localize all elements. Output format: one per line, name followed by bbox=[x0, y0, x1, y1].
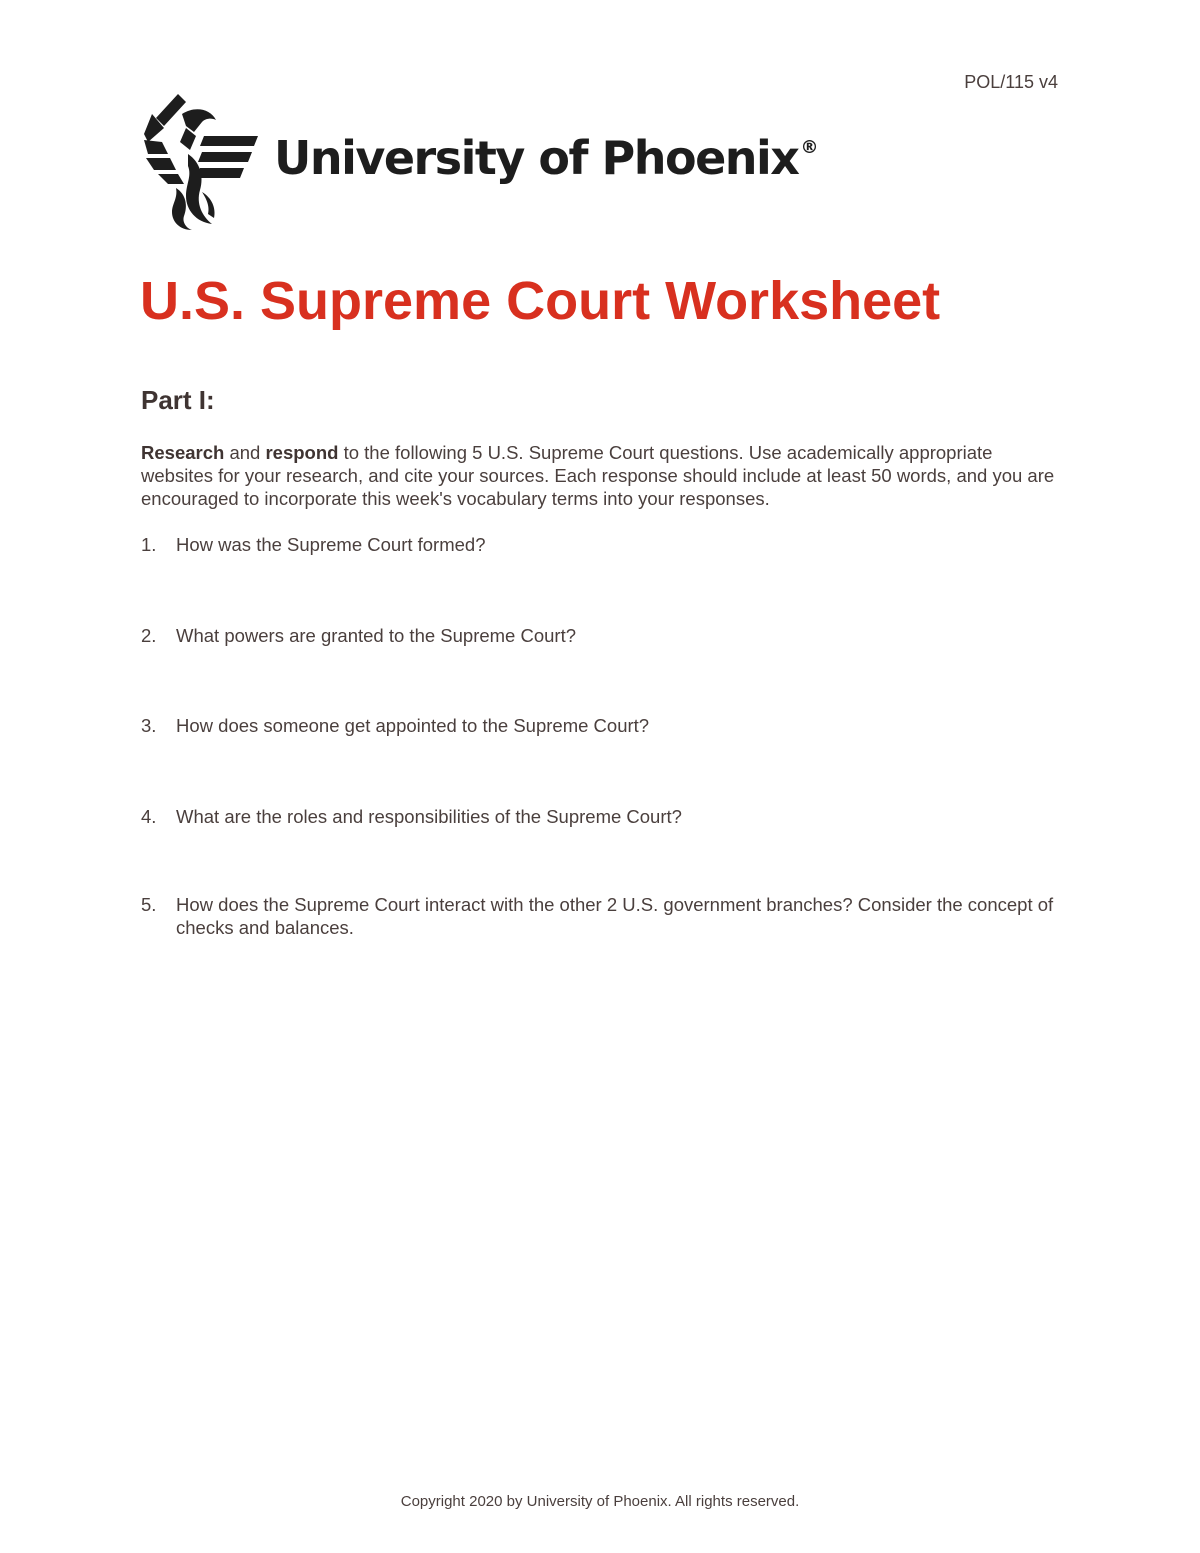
course-code: POL/115 v4 bbox=[964, 72, 1058, 92]
university-wordmark bbox=[274, 131, 817, 185]
question-text: How does someone get appointed to the Supreme Court? bbox=[176, 715, 650, 736]
question-item-1 bbox=[141, 533, 1056, 556]
part-heading: Part I: bbox=[141, 385, 215, 415]
question-number: 2. bbox=[141, 625, 157, 646]
instructions-text-2: to the following 5 U.S. Supreme Court questions. Use academically appropriate websites for your research, and cite your sources. Each response should include at least 50 words, and you are encouraged to incorporate this week's vocabulary terms into your responses. bbox=[141, 442, 1055, 509]
question-number: 4. bbox=[141, 806, 157, 827]
question-item-4 bbox=[141, 805, 1056, 828]
question-text: How does the Supreme Court interact with the other 2 U.S. government branches? Consider the concept of checks and balances. bbox=[176, 894, 1054, 938]
question-text: How was the Supreme Court formed? bbox=[176, 534, 486, 555]
question-text: What are the roles and responsibilities of the Supreme Court? bbox=[176, 806, 682, 827]
university-logo bbox=[142, 92, 817, 232]
instructions-bold-research: Research bbox=[141, 442, 225, 463]
question-text: What powers are granted to the Supreme Court? bbox=[176, 625, 577, 646]
question-number: 3. bbox=[141, 715, 157, 736]
instructions-paragraph bbox=[141, 441, 1056, 510]
question-number: 5. bbox=[141, 894, 157, 915]
phoenix-bird-icon bbox=[142, 92, 260, 232]
question-item-2 bbox=[141, 624, 1056, 647]
page-title: U.S. Supreme Court Worksheet bbox=[140, 271, 941, 331]
copyright-footer: Copyright 2020 by University of Phoenix. All rights reserved. bbox=[400, 1493, 800, 1510]
question-item-3 bbox=[141, 714, 1056, 737]
instructions-bold-respond: respond bbox=[265, 442, 339, 463]
instructions-text-1: and bbox=[224, 442, 266, 463]
registered-mark: ® bbox=[800, 137, 817, 158]
question-item-5 bbox=[141, 893, 1056, 939]
wordmark-text: University of Phoenix bbox=[274, 131, 799, 185]
question-number: 1. bbox=[141, 534, 157, 555]
